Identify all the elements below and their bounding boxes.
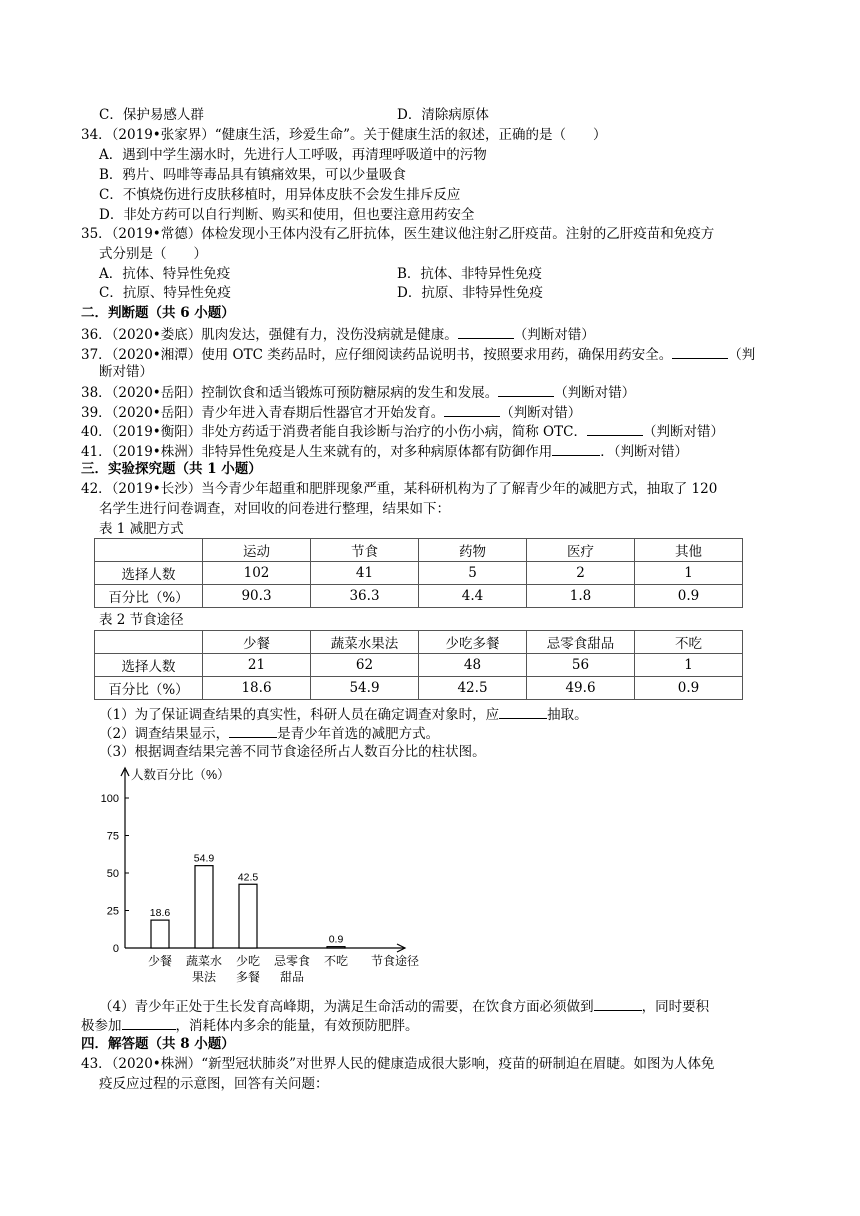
bar [239,884,257,948]
table-header-cell: 忌零食甜品 [527,631,635,654]
table-diet-methods [94,630,743,700]
q35-option-b: B．抗体、非特异性免疫 [397,266,542,282]
section-heading-judgement: 二．判断题（共 6 小题） [81,305,235,321]
bar-value-label: 0.9 [328,933,344,946]
bar [195,866,213,948]
q34-option-c: C．不慎烧伤进行皮肤移植时，用异体皮肤不会发生排斥反应 [99,187,461,203]
table-header-cell [95,631,203,654]
bar [327,947,345,948]
q34-option-d: D．非处方药可以自行判断、购买和使用，但也要注意用药安全 [99,207,475,223]
q34-option-a: A．遇到中学生溺水时，先进行人工呼吸，再清理呼吸道中的污物 [99,147,487,163]
table-header-cell: 运动 [203,539,311,562]
table-cell: 1.8 [527,585,635,608]
bar-chart-svg [95,762,435,992]
answer-blank[interactable] [499,704,547,719]
table-weight-loss-methods [94,538,743,608]
answer-blank[interactable] [229,723,277,738]
y-tick-label: 100 [100,793,119,805]
x-tick-label: 蔬菜水 [185,954,223,968]
table2-caption: 表 2 节食途径 [99,612,184,628]
answer-blank[interactable] [458,324,514,339]
table-header-cell: 蔬菜水果法 [311,631,419,654]
table-cell: 36.3 [311,585,419,608]
table-cell: 0.9 [635,585,743,608]
table-cell: 42.5 [419,677,527,700]
y-axis-label: 人数百分比（%） [131,768,230,782]
table-cell: 选择人数 [95,654,203,677]
answer-blank[interactable] [444,402,500,417]
table-cell: 1 [635,562,743,585]
table-header-cell: 其他 [635,539,743,562]
table-header-cell: 不吃 [635,631,743,654]
x-tick-label: 果法 [191,970,217,984]
table-header-cell: 少餐 [203,631,311,654]
table-cell: 百分比（%） [95,585,203,608]
x-tick-label: 少餐 [147,954,173,968]
question-38: 38．（2020•岳阳）控制饮食和适当锻炼可预防糖尿病的发生和发展。 （判断对错） [81,382,635,402]
table-row [95,654,743,677]
question-40: 40．（2019•衡阳）非处方药适于消费者能自我诊断与治疗的小伤小病，简称 OTC． （判断对错） [81,421,724,441]
question-35-cont: 式分别是（ ） [99,246,207,262]
q35-option-a: A．抗体、特异性免疫 [99,266,231,282]
q34-option-b: B．鸦片、吗啡等毒品具有镇痛效果，可以少量吸食 [99,167,406,183]
q35-option-d: D．抗原、非特异性免疫 [397,285,543,301]
bar-value-label: 54.9 [193,852,215,865]
y-tick-label: 0 [112,943,119,955]
question-41: 41．（2019•株洲）非特异性免疫是人生来就有的，对多种病原体都有防御作用 ．（判断对错） [81,441,688,461]
question-35: 35．（2019•常德）体检发现小王体内没有乙肝抗体，医生建议他注射乙肝疫苗。注射的乙肝疫苗和免疫方 [81,226,715,242]
table-cell: 90.3 [203,585,311,608]
x-tick-label: 少吃 [235,954,261,968]
question-43: 43．（2020•株洲）“新型冠状肺炎”对世界人民的健康造成很大影响，疫苗的研制迫在眉睫。如图为人体免 [81,1056,715,1072]
question-36: 36．（2020•娄底）肌肉发达，强健有力，没伤没病就是健康。 （判断对错） [81,324,595,344]
table-cell: 21 [203,654,311,677]
section-heading-experiment: 三．实验探究题（共 1 小题） [81,461,262,477]
answer-blank[interactable] [594,996,642,1011]
bar-chart [95,762,435,992]
table-cell: 54.9 [311,677,419,700]
table-header-row [95,539,743,562]
question-37: 37．（2020•湘潭）使用 OTC 类药品时，应仔细阅读药品说明书，按照要求用药，确保用药安全。 （判 [81,344,755,364]
sub-question-3: （3）根据调查结果完善不同节食途径所占人数百分比的柱状图。 [99,744,486,760]
table-header-cell [95,539,203,562]
answer-blank[interactable] [122,1015,176,1030]
table-cell: 4.4 [419,585,527,608]
table-cell: 百分比（%） [95,677,203,700]
table-header-cell: 少吃多餐 [419,631,527,654]
table-row [95,562,743,585]
sub-question-1: （1）为了保证调查结果的真实性，科研人员在确定调查对象时，应 抽取。 [99,704,588,724]
table-cell: 41 [311,562,419,585]
table-row [95,585,743,608]
table-cell: 102 [203,562,311,585]
y-tick-label: 50 [106,868,119,880]
table-cell: 56 [527,654,635,677]
y-tick-label: 25 [106,905,119,918]
table-cell: 49.6 [527,677,635,700]
answer-blank[interactable] [552,441,600,456]
q35-option-c: C．抗原、特异性免疫 [99,285,231,301]
x-axis-label: 节食途径 [370,954,420,968]
answer-blank[interactable] [498,382,554,397]
x-tick-label: 甜品 [279,970,305,984]
table-header-cell: 药物 [419,539,527,562]
table-row [95,677,743,700]
table1-caption: 表 1 减肥方式 [99,521,184,537]
question-42: 42．（2019•长沙）当今青少年超重和肥胖现象严重，某科研机构为了了解青少年的减肥方式，抽取了 120 [81,481,718,497]
table-header-cell: 医疗 [527,539,635,562]
question-39: 39．（2020•岳阳）青少年进入青春期后性器官才开始发育。 （判断对错） [81,402,581,422]
bar-value-label: 42.5 [237,871,259,884]
bar-value-label: 18.6 [149,907,171,920]
question-42-cont: 名学生进行问卷调查，对回收的问卷进行整理，结果如下： [99,501,450,517]
table-cell: 48 [419,654,527,677]
option-c: C．保护易感人群 [99,107,204,123]
answer-blank[interactable] [672,344,728,359]
table-header-cell: 节食 [311,539,419,562]
table-cell: 选择人数 [95,562,203,585]
sub-question-4-cont: 极参加 ，消耗体内多余的能量，有效预防肥胖。 [81,1015,419,1035]
sub-question-4: （4）青少年正处于生长发育高峰期，为满足生命活动的需要，在饮食方面必须做到 ，同时要积 [99,996,709,1016]
table-cell: 2 [527,562,635,585]
question-34: 34．（2019•张家界）“健康生活，珍爱生命”。关于健康生活的叙述，正确的是（ ） [81,127,607,143]
table-cell: 0.9 [635,677,743,700]
x-tick-label: 多餐 [235,970,261,984]
x-tick-label: 不吃 [323,954,349,968]
table-cell: 18.6 [203,677,311,700]
bar [151,920,169,948]
table-cell: 5 [419,562,527,585]
table-cell: 1 [635,654,743,677]
table-header-row [95,631,743,654]
option-d: D．清除病原体 [397,107,489,123]
question-37-cont: 断对错） [99,364,153,380]
y-tick-label: 75 [106,830,119,843]
table-cell: 62 [311,654,419,677]
sub-question-2: （2）调查结果显示， 是青少年首选的减肥方式。 [99,723,439,743]
answer-blank[interactable] [587,421,643,436]
section-heading-answer: 四．解答题（共 8 小题） [81,1036,235,1052]
x-tick-label: 忌零食 [273,954,311,968]
question-43-cont: 疫反应过程的示意图，回答有关问题： [99,1076,329,1092]
